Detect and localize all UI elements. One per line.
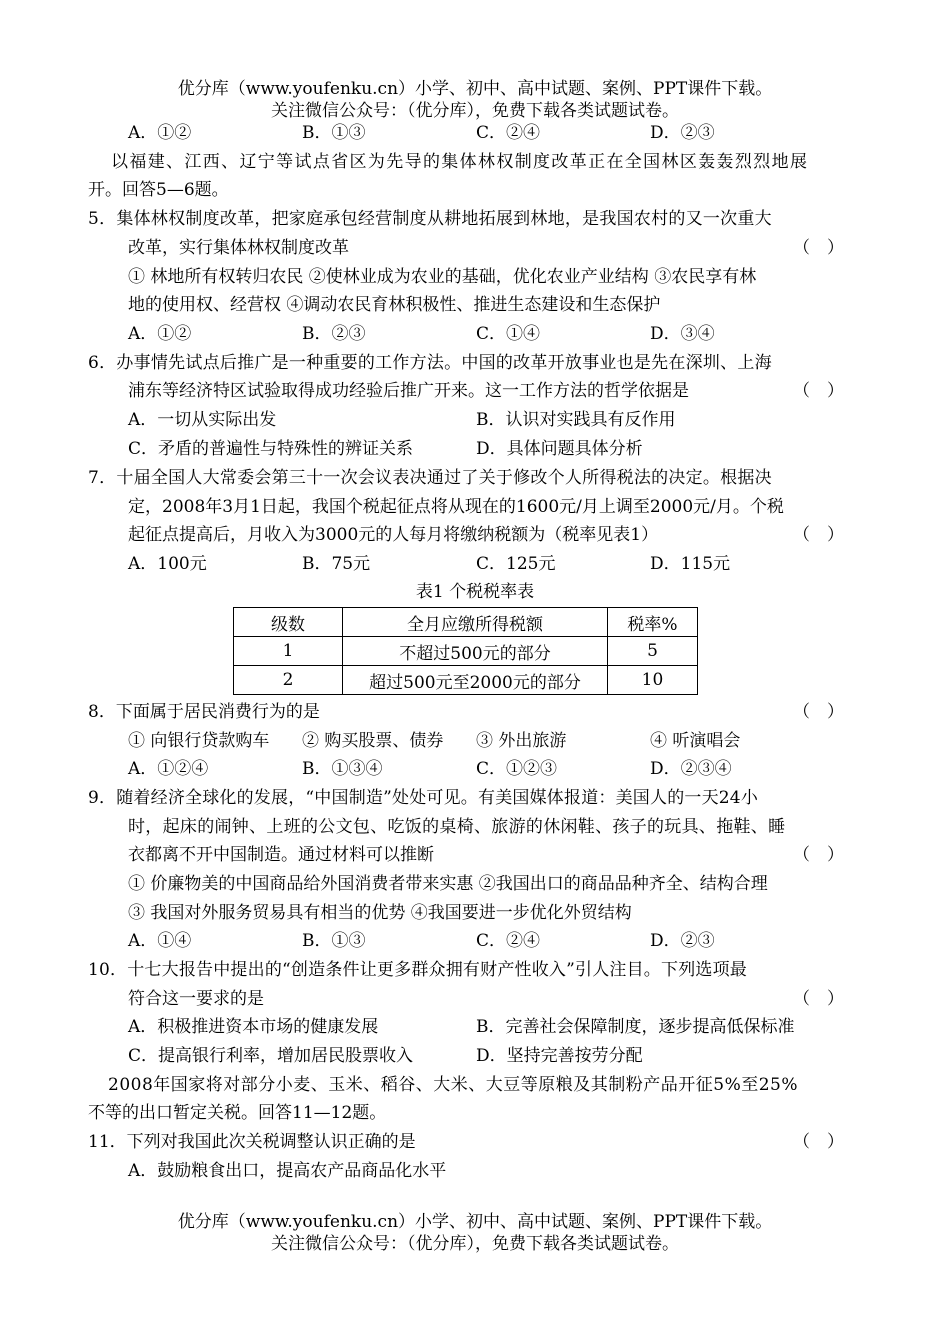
header-line-1: 优分库（www.youfenku.cn）小学、初中、高中试题、案例、PPT课件下载。 — [177, 79, 773, 99]
option-b[interactable]: B．①③ — [302, 931, 366, 951]
option-c[interactable]: C．提高银行利率，增加居民股票收入 — [128, 1046, 414, 1066]
option-d[interactable]: D．115元 — [650, 554, 731, 574]
question-text: 浦东等经济特区试验取得成功经验后推广开来。这一工作方法的哲学依据是 — [128, 381, 689, 401]
option-a[interactable]: A．一切从实际出发 — [128, 410, 277, 430]
question-text: 8．下面属于居民消费行为的是 — [88, 702, 320, 722]
table-cell: 不超过500元的部分 — [343, 637, 608, 666]
answer-blank[interactable]: （ ） — [793, 989, 844, 1009]
question-text: 衣都离不开中国制造。通过材料可以推断 — [128, 845, 434, 865]
option-c[interactable]: C．①④ — [476, 324, 541, 344]
intro-11-12-line-1: 2008年国家将对部分小麦、玉米、稻谷、大米、大豆等原粮及其制粉产品开征5%至25% — [108, 1075, 799, 1095]
option-c[interactable]: C．矛盾的普遍性与特殊性的辨证关系 — [128, 439, 414, 459]
header-line-2: 关注微信公众号：（优分库），免费下载各类试题试卷。 — [271, 101, 679, 121]
table-header-cell: 级数 — [234, 608, 343, 637]
question-text: 10．十七大报告中提出的“创造条件让更多群众拥有财产性收入”引人注目。下列选项最 — [88, 960, 748, 980]
question-text: 符合这一要求的是 — [128, 989, 264, 1009]
option-b[interactable]: B．75元 — [302, 554, 371, 574]
answer-blank[interactable]: （ ） — [793, 845, 844, 865]
choice-item: ① 向银行贷款购车 — [128, 731, 270, 751]
table-header-cell: 全月应缴所得税额 — [343, 608, 608, 637]
choice-items: ① 价廉物美的中国商品给外国消费者带来实惠 ②我国出口的商品品种齐全、结构合理 — [128, 874, 768, 894]
question-text: 11．下列对我国此次关税调整认识正确的是 — [88, 1132, 416, 1152]
choice-items: ① 林地所有权转归农民 ②使林业成为农业的基础，优化农业产业结构 ③农民享有林 — [128, 267, 757, 287]
question-text: 9．随着经济全球化的发展，“中国制造”处处可见。有美国媒体报道：美国人的一天24小 — [88, 788, 759, 808]
choice-item: ④ 听演唱会 — [650, 731, 741, 751]
option-a[interactable]: A．100元 — [128, 554, 207, 574]
answer-blank[interactable]: （ ） — [793, 702, 844, 722]
question-text: 时，起床的闹钟、上班的公文包、吃饭的桌椅、旅游的休闲鞋、孩子的玩具、拖鞋、睡 — [128, 817, 786, 837]
answer-blank[interactable]: （ ） — [793, 1132, 844, 1152]
option-c[interactable]: C．②④ — [476, 931, 541, 951]
intro-5-6-line-1: 以福建、江西、辽宁等试点省区为先导的集体林权制度改革正在全国林区轰轰烈烈地展 — [111, 152, 809, 172]
option-a[interactable]: A．积极推进资本市场的健康发展 — [128, 1017, 379, 1037]
table-cell: 10 — [608, 666, 698, 695]
question-text: 7．十届全国人大常委会第三十一次会议表决通过了关于修改个人所得税法的决定。根据决 — [88, 468, 772, 488]
answer-blank[interactable]: （ ） — [793, 238, 844, 258]
table-row — [234, 637, 698, 666]
option-a[interactable]: A．①④ — [128, 931, 192, 951]
option-b[interactable]: B．认识对实践具有反作用 — [476, 410, 676, 430]
footer-line-1: 优分库（www.youfenku.cn）小学、初中、高中试题、案例、PPT课件下载。 — [177, 1212, 773, 1232]
table-caption: 表1 个税税率表 — [415, 582, 535, 602]
option-b[interactable]: B．完善社会保障制度，逐步提高低保标准 — [476, 1017, 795, 1037]
table-cell: 1 — [234, 637, 343, 666]
answer-blank[interactable]: （ ） — [793, 381, 844, 401]
table-cell: 5 — [608, 637, 698, 666]
choice-items: 地的使用权、经营权 ④调动农民育林积极性、推进生态建设和生态保护 — [128, 295, 661, 315]
option-c[interactable]: C．②④ — [476, 123, 541, 143]
option-b[interactable]: B．②③ — [302, 324, 366, 344]
option-a[interactable]: A．①② — [128, 324, 192, 344]
option-b[interactable]: B．①③ — [302, 123, 366, 143]
option-a[interactable]: A．鼓励粮食出口，提高农产品商品化水平 — [128, 1161, 447, 1181]
option-c[interactable]: C．125元 — [476, 554, 556, 574]
table-header-cell: 税率% — [608, 608, 698, 637]
question-text: 6．办事情先试点后推广是一种重要的工作方法。中国的改革开放事业也是先在深圳、上海 — [88, 353, 772, 373]
choice-item: ③ 外出旅游 — [476, 731, 567, 751]
intro-11-12-line-2: 不等的出口暂定关税。回答11—12题。 — [88, 1103, 387, 1123]
question-text: 改革，实行集体林权制度改革 — [128, 238, 349, 258]
footer-line-2: 关注微信公众号：（优分库），免费下载各类试题试卷。 — [271, 1234, 679, 1254]
table-cell: 超过500元至2000元的部分 — [343, 666, 608, 695]
question-text: 起征点提高后，月收入为3000元的人每月将缴纳税额为（税率见表1） — [128, 525, 659, 545]
table-cell: 2 — [234, 666, 343, 695]
option-d[interactable]: D．②③④ — [650, 759, 732, 779]
option-d[interactable]: D．③④ — [650, 324, 715, 344]
option-a[interactable]: A．①② — [128, 123, 192, 143]
tax-rate-table — [233, 607, 698, 695]
option-a[interactable]: A．①②④ — [128, 759, 209, 779]
intro-5-6-line-2: 开。回答5—6题。 — [88, 180, 229, 200]
option-b[interactable]: B．①③④ — [302, 759, 383, 779]
question-text: 定，2008年3月1日起，我国个税起征点将从现在的1600元/月上调至2000元/月。个税 — [128, 497, 784, 517]
question-text: 5．集体林权制度改革，把家庭承包经营制度从耕地拓展到林地，是我国农村的又一次重大 — [88, 209, 772, 229]
option-d[interactable]: D．②③ — [650, 931, 715, 951]
option-d[interactable]: D．②③ — [650, 123, 715, 143]
choice-item: ② 购买股票、债券 — [302, 731, 444, 751]
option-d[interactable]: D．坚持完善按劳分配 — [476, 1046, 643, 1066]
option-c[interactable]: C．①②③ — [476, 759, 558, 779]
choice-items: ③ 我国对外服务贸易具有相当的优势 ④我国要进一步优化外贸结构 — [128, 903, 632, 923]
table-header-row — [234, 608, 698, 637]
option-d[interactable]: D．具体问题具体分析 — [476, 439, 643, 459]
table-row — [234, 666, 698, 695]
answer-blank[interactable]: （ ） — [793, 525, 844, 545]
